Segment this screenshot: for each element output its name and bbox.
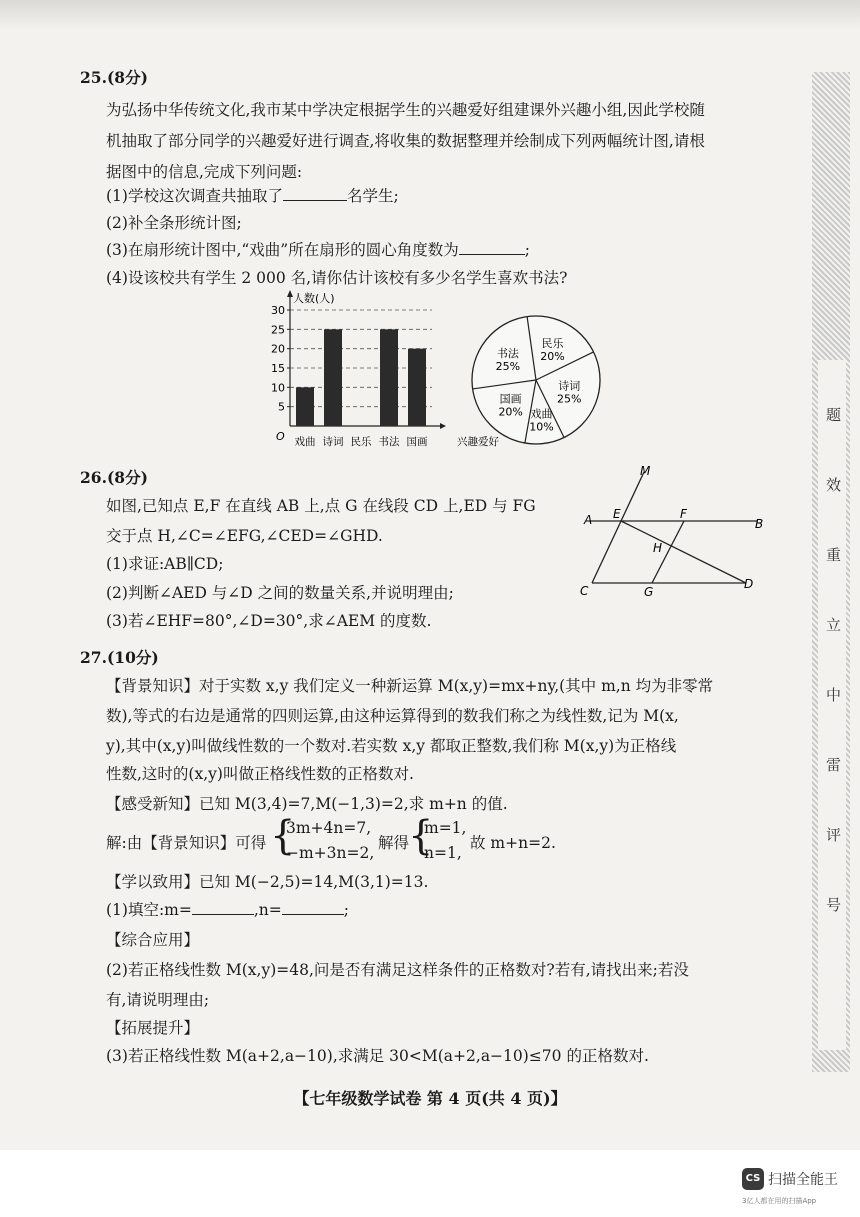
q27-part1-m-label: (1)填空:m= [106,901,192,919]
q27-feel-new: 【感受新知】已知 M(3,4)=7,M(−1,3)=2,求 m+n 的值. [106,795,508,813]
system2-brace: { [408,813,434,859]
x-tick-label: 民乐 [350,436,372,448]
q27-part2-line1: (2)若正格线性数 M(x,y)=48,问是否有满足这样条件的正格数对?若有,请找出来;若没 [106,961,689,979]
line-ed [621,521,746,583]
q27-comprehensive: 【综合应用】 [106,931,200,949]
pie-chart [466,310,606,450]
x-axis-label: 兴趣爱好 [457,436,499,448]
y-axis-label: 人数(人) [293,292,335,305]
system1-eq1: 3m+4n=7, [286,819,372,837]
point-a-label: A [584,513,593,527]
q26-part2: (2)判断∠AED 与∠D 之间的数量关系,并说明理由; [106,584,454,602]
q26-header: 26.(8分) [80,468,148,487]
x-tick-label: 书法 [378,436,400,448]
q25-part2: (2)补全条形统计图; [106,214,242,232]
point-h-label: H [653,541,663,555]
y-tick-label: 30 [271,304,285,317]
line-me [592,472,644,583]
q27-solution-result: 故 m+n=2. [470,834,556,852]
q25-header: 25.(8分) [80,68,148,87]
camscanner-watermark [742,1166,852,1206]
slice-value: 25% [495,359,521,373]
q25-part3 [106,240,530,260]
q25-part3-text: (3)在扇形统计图中,“戏曲”所在扇形的圆心角度数为 [106,241,459,259]
y-tick-label: 5 [278,400,285,414]
q25-intro-line3: 据图中的信息,完成下列问题: [106,163,303,181]
camscanner-name: 扫描全能王 [768,1172,838,1188]
page-footer: 【七年级数学试卷 第 4 页(共 4 页)】 [293,1089,567,1108]
q27-background-line1: 【背景知识】对于实数 x,y 我们定义一种新运算 M(x,y)=mx+ny,(其中 m,n 均为非零常 [106,677,714,695]
point-d-label: D [744,577,754,591]
q26-line1: 如图,已知点 E,F 在直线 AB 上,点 G 在线段 CD 上,ED 与 FG [106,497,536,515]
point-e-label: E [613,507,621,521]
q27-part1-n-label: ,n= [253,901,282,919]
slice-value: 25% [557,392,582,406]
y-tick-label: 15 [271,362,285,375]
slice-label: 书法 [496,346,519,360]
point-m-label: M [640,464,651,478]
slice-label: 国画 [499,392,522,406]
camscanner-logo-icon: CS [742,1168,764,1190]
system2-eq2: n=1, [424,844,462,862]
slice-value: 20% [540,349,565,363]
x-axis-arrow [440,423,446,429]
bar-诗词 [324,329,342,426]
bar-chart [262,288,499,454]
q25-part1-unit: 名学生; [346,187,399,205]
x-tick-label: 国画 [406,436,428,448]
point-g-label: G [644,585,654,599]
q27-header: 27.(10分) [80,648,159,667]
bar-书法 [380,329,398,426]
q25-part4: (4)设该校共有学生 2 000 名,请你估计该校有多少名学生喜欢书法? [106,269,568,287]
bar-戏曲 [296,387,314,426]
y-tick-label: 10 [271,381,285,395]
q27-solution-intro: 解:由【背景知识】可得 [106,834,267,852]
q25-part3-end: ; [524,241,530,259]
q27-part1 [106,900,349,920]
q27-apply: 【学以致用】已知 M(−2,5)=14,M(3,1)=13. [106,873,429,891]
slice-value: 20% [498,405,523,419]
q27-solution-solve: 解得 [378,834,410,852]
slice-label: 民乐 [541,336,564,350]
camscanner-tagline: 3亿人都在用的扫描App [742,1197,817,1205]
q27-part3: (3)若正格线性数 M(a+2,a−10),求满足 30<M(a+2,a−10)≤70 的正格数对. [106,1047,649,1065]
slice-label: 诗词 [558,379,581,393]
x-tick-label: 戏曲 [294,436,316,448]
origin-label: O [276,430,285,443]
system2-eq1: m=1, [424,819,467,837]
q27-background-line2: 数),等式的右边是通常的四则运算,由这种运算得到的数我们称之为线性数,记为 M(x, [106,707,679,725]
point-f-label: F [680,507,687,521]
q27-extension: 【拓展提升】 [106,1019,200,1037]
q27-background-line4: 性数,这时的(x,y)叫做正格线性数的正格数对. [106,765,414,783]
binding-strip-text: 题 效 重 立 中 雷 评 号 [826,406,842,914]
y-tick-label: 25 [271,323,285,337]
point-b-label: B [755,517,764,531]
q25-part3-blank[interactable] [459,240,525,255]
slice-label: 戏曲 [530,407,553,421]
q26-part1: (1)求证:AB∥CD; [106,555,224,573]
q26-part3: (3)若∠EHF=80°,∠D=30°,求∠AEM 的度数. [106,612,432,630]
bar-国画 [408,349,426,426]
q27-part2-line2: 有,请说明理由; [106,991,210,1009]
q25-part1-blank[interactable] [283,186,347,201]
q27-part1-end: ; [343,901,350,919]
q26-line2: 交于点 H,∠C=∠EFG,∠CED=∠GHD. [106,527,383,545]
y-tick-label: 20 [271,342,285,356]
geometry-figure [580,460,780,600]
point-c-label: C [580,584,589,598]
q27-n-blank[interactable] [282,900,344,915]
q27-background-line3: y),其中(x,y)叫做线性数的一个数对.若实数 x,y 都取正整数,我们称 M(x,y)为正格线 [106,737,677,755]
q25-part1 [106,186,399,206]
q25-intro-line1: 为弘扬中华传统文化,我市某中学决定根据学生的兴趣爱好组建课外兴趣小组,因此学校随 [106,101,705,119]
slice-value: 10% [529,420,554,434]
x-tick-label: 诗词 [322,436,344,448]
system1-eq2: −m+3n=2, [286,844,375,862]
q25-part1-text: (1)学校这次调查共抽取了 [106,187,283,205]
q27-m-blank[interactable] [192,900,254,915]
scan-bleed [0,0,860,30]
q25-intro-line2: 机抽取了部分同学的兴趣爱好进行调查,将收集的数据整理并绘制成下列两幅统计图,请根 [106,132,705,150]
system1-brace: { [270,813,296,859]
